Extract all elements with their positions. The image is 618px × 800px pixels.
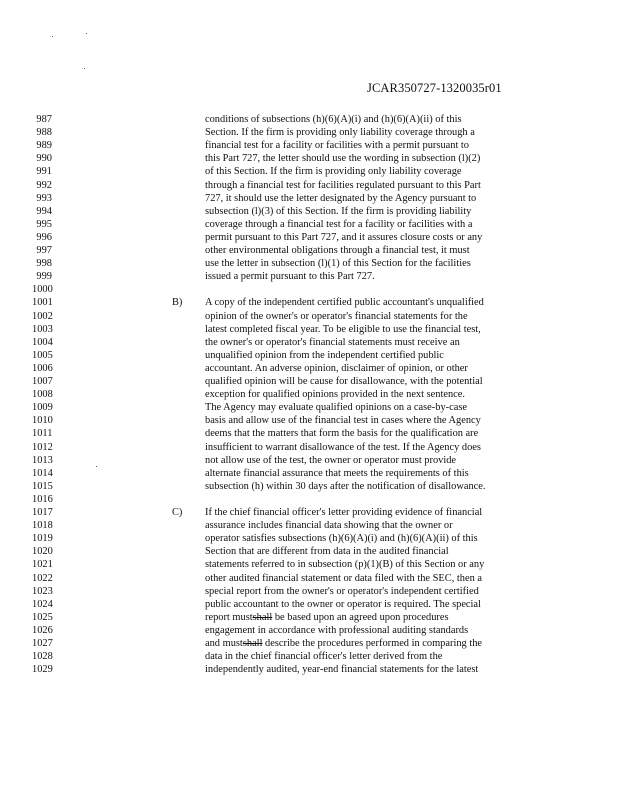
line-number: 998 (36, 258, 52, 270)
scan-speck (96, 466, 97, 467)
line-number: 995 (36, 218, 52, 230)
text-line: through a financial test for facilities regulated pursuant to this Part (205, 179, 481, 191)
inserted-text: must (222, 638, 243, 649)
line-number: 994 (36, 205, 52, 217)
text-segment: describe the procedures performed in comparing the (262, 638, 483, 649)
line-number: 1000 (32, 284, 53, 296)
text-line: operator satisfies subsections (h)(6)(A)(i) and (h)(6)(A)(ii) of this (205, 533, 478, 545)
line-number: 997 (36, 245, 52, 256)
line-number: 1020 (32, 546, 53, 558)
text-segment: and (205, 638, 223, 649)
text-segment: be based upon an agreed upon procedures (272, 611, 449, 623)
text-line: basis and allow use of the financial test in cases where the Agency (205, 415, 481, 427)
line-number: 1006 (32, 362, 53, 374)
subsection-label: B) (172, 297, 183, 309)
line-number: 1004 (32, 336, 53, 348)
text-line: public accountant to the owner or operator is required. The special (205, 598, 481, 610)
text-line: data in the chief financial officer's letter derived from the (205, 651, 443, 663)
line-number: 993 (36, 192, 52, 204)
text-line: other audited financial statement or data filed with the SEC, then a (205, 572, 482, 584)
text-line: conditions of subsections (h)(6)(A)(i) and (h)(6)(A)(ii) of this (205, 114, 462, 125)
text-line: insufficient to warrant disallowance of the test. If the Agency does (205, 441, 481, 453)
text-line: subsection (h) within 30 days after the notification of disallowance. (205, 480, 486, 492)
scan-speck (86, 33, 87, 34)
text-line: Section that are different from data in the audited financial (205, 546, 449, 558)
text-line: the owner's or operator's financial statements must receive an (205, 336, 460, 348)
text-line: financial test for a facility or facilities with a permit pursuant to (205, 140, 470, 152)
text-line: of this Section. If the firm is providing only liability coverage (205, 166, 462, 178)
line-number: 1024 (32, 598, 53, 610)
line-number: 1010 (32, 415, 53, 427)
document-id-header: JCAR350727-1320035r01 (367, 81, 502, 95)
text-line: latest completed fiscal year. To be eligible to use the financial test, (205, 323, 481, 335)
text-line: assurance includes financial data showing that the owner or (205, 520, 453, 532)
text-line: deems that the matters that form the basis for the qualification are (205, 428, 479, 440)
line-number: 1027 (32, 638, 53, 649)
text-line (205, 611, 449, 624)
text-line: exception for qualified opinions provided in the next sentence. (205, 389, 465, 401)
line-number: 1021 (32, 559, 53, 571)
line-number: 987 (36, 114, 52, 125)
line-number: 990 (36, 153, 52, 165)
text-line: 727, it should use the letter designated by the Agency pursuant to (205, 192, 477, 204)
line-number: 1001 (32, 297, 53, 309)
line-number: 1023 (32, 585, 53, 597)
text-line: permit pursuant to this Part 727, and it assures closure costs or any (205, 231, 483, 243)
text-line: coverage through a financial test for a facility or facilities with a (205, 218, 473, 230)
text-line: qualified opinion will be cause for disallowance, with the potential (205, 376, 483, 387)
line-number: 996 (36, 231, 52, 243)
text-line: alternate financial assurance that meets the requirements of this (205, 467, 469, 479)
line-number: 1025 (32, 611, 53, 623)
text-line: other environmental obligations through a financial test, it must (205, 245, 470, 256)
text-line: If the chief financial officer's letter providing evidence of financial (205, 507, 483, 518)
line-number: 1022 (32, 572, 53, 584)
line-number: 988 (36, 127, 52, 139)
text-line: opinion of the owner's or operator's financial statements for the (205, 310, 468, 322)
text-line: special report from the owner's or operator's independent certified (205, 585, 479, 597)
inserted-text: must (232, 611, 253, 623)
line-number: 999 (36, 271, 52, 283)
line-number: 1016 (32, 493, 53, 505)
line-number: 1007 (32, 376, 53, 387)
line-number: 1015 (32, 480, 53, 492)
line-number: 1028 (32, 651, 53, 663)
text-line: subsection (l)(3) of this Section. If the firm is providing liability (205, 205, 472, 217)
line-number: 992 (36, 179, 52, 191)
line-number: 989 (36, 140, 52, 152)
deleted-text: shall (242, 638, 263, 649)
line-number: 1003 (32, 323, 53, 335)
line-number: 1013 (32, 454, 53, 466)
text-line (205, 637, 482, 650)
text-line: issued a permit pursuant to this Part 727. (205, 271, 375, 283)
line-number: 1018 (32, 520, 53, 532)
line-number: 1002 (32, 310, 53, 322)
text-line: Section. If the firm is providing only liability coverage through a (205, 127, 475, 139)
text-line: engagement in accordance with professional auditing standards (205, 624, 469, 636)
text-line: use the letter in subsection (l)(1) of this Section for the facilities (205, 258, 471, 270)
text-line: unqualified opinion from the independent certified public (205, 349, 444, 361)
text-line: this Part 727, the letter should use the wording in subsection (l)(2) (205, 153, 481, 165)
line-number: 991 (36, 166, 52, 178)
text-line: independently audited, year-end financial statements for the latest (205, 664, 479, 676)
line-number: 1026 (32, 624, 53, 636)
line-number: 1017 (32, 507, 53, 518)
text-line: A copy of the independent certified public accountant's unqualified (205, 297, 484, 309)
line-number: 1009 (32, 402, 53, 414)
line-number: 1012 (32, 441, 53, 453)
deleted-text: shall (252, 611, 273, 623)
line-number: 1029 (32, 664, 53, 676)
scan-speck (52, 36, 53, 37)
line-number: 1005 (32, 349, 53, 361)
text-line: not allow use of the test, the owner or operator must provide (205, 454, 457, 466)
line-number: 1014 (32, 467, 53, 479)
subsection-label: C) (172, 507, 183, 518)
text-line: The Agency may evaluate qualified opinions on a case-by-case (205, 402, 467, 414)
text-line: accountant. An adverse opinion, disclaimer of opinion, or other (205, 362, 468, 374)
text-segment: report (205, 611, 233, 623)
line-number: 1019 (32, 533, 53, 545)
scan-speck (84, 68, 85, 69)
line-number: 1011 (32, 428, 53, 440)
line-number: 1008 (32, 389, 53, 401)
text-line: statements referred to in subsection (p)(1)(B) of this Section or any (205, 559, 485, 571)
